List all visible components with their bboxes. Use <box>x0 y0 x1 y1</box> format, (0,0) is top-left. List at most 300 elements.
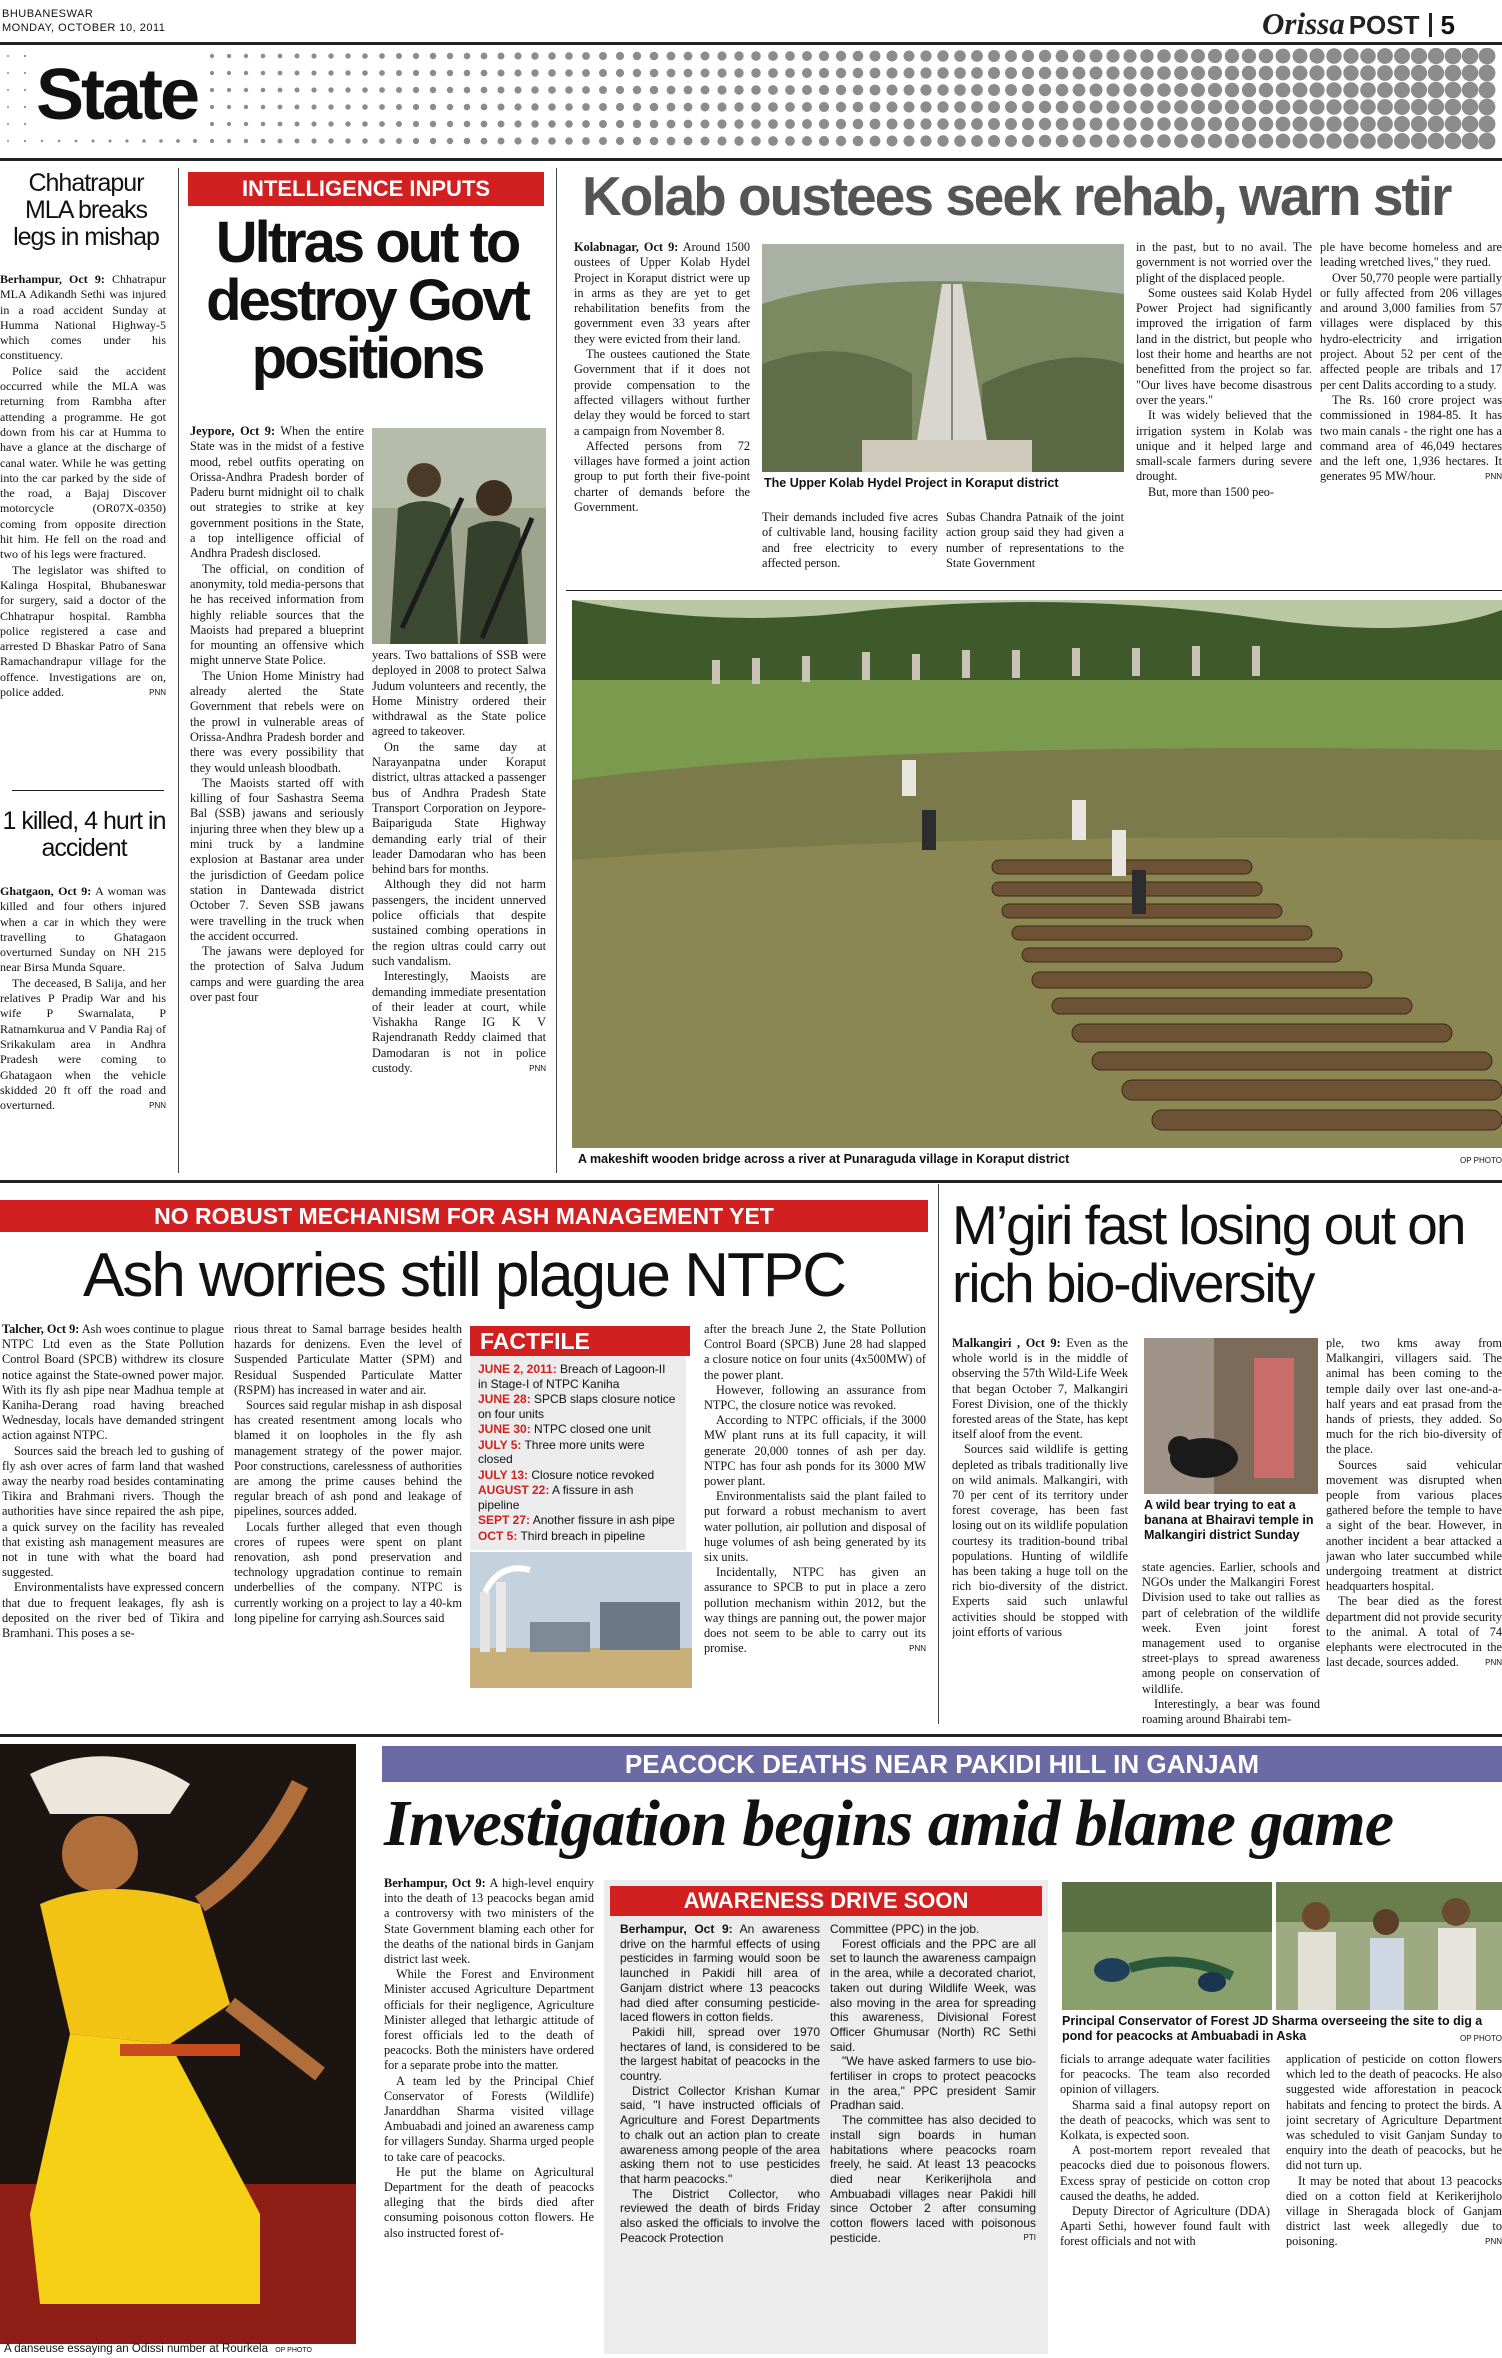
paragraph: It may be noted that about 13 peacocks died on a cotton field at Kerikerijholo village in Sheragada block of Ganjam district last week allegedly due to poisoning. PNN <box>1286 2173 1502 2249</box>
halftone-dot <box>1174 117 1188 131</box>
paper-name-orissa: Orissa <box>1262 6 1345 41</box>
halftone-dot <box>599 86 607 94</box>
halftone-dot <box>870 119 881 130</box>
halftone-dot <box>1073 67 1086 80</box>
halftone-dot <box>1445 99 1462 116</box>
halftone-dot <box>362 70 368 76</box>
halftone-dot <box>1090 84 1103 97</box>
halftone-dot <box>701 69 710 78</box>
halftone-dot <box>1039 135 1051 147</box>
halftone-dot <box>142 139 145 142</box>
halftone-dot <box>1343 116 1358 131</box>
halftone-dot <box>1293 117 1308 132</box>
factfile-date: OCT 5: <box>478 1528 518 1543</box>
halftone-dot <box>616 86 624 94</box>
halftone-dot <box>988 67 1000 79</box>
halftone-dot <box>1394 133 1410 149</box>
halftone-dot <box>1309 133 1324 148</box>
paragraph: rious threat to Samal barrage besides health hazards for denizens. Even the level of Suspended Particulate Matter (SPM) and Residual Suspended Particulate Matter (RSPM) has increased in water and air. <box>234 1322 462 1397</box>
halftone-dot <box>954 50 966 62</box>
halftone-dot <box>1157 66 1171 80</box>
halftone-dot <box>311 70 316 75</box>
awareness-col1 <box>620 1922 820 2350</box>
halftone-dot <box>836 85 846 95</box>
halftone-dot <box>1242 100 1256 114</box>
halftone-dot <box>396 53 402 59</box>
halftone-dot <box>531 103 538 110</box>
halftone-dot <box>498 70 505 77</box>
halftone-dot <box>565 69 573 77</box>
halftone-dot <box>1208 134 1222 148</box>
halftone-dot <box>261 71 266 76</box>
halftone-dot <box>1191 100 1205 114</box>
halftone-dot <box>481 104 488 111</box>
halftone-dot <box>853 136 864 147</box>
halftone-dot <box>1157 100 1171 114</box>
halftone-dot <box>1326 82 1341 97</box>
halftone-dot <box>616 69 624 77</box>
halftone-dot <box>988 135 1000 147</box>
dam-photo <box>762 244 1124 472</box>
halftone-dot <box>328 70 333 75</box>
halftone-dot <box>650 86 659 95</box>
halftone-dot <box>413 138 419 144</box>
halftone-dot <box>1005 67 1017 79</box>
mgiri-photo-caption: A wild bear trying to eat a banana at Bhairavi temple in Malkangiri district Sunday <box>1144 1498 1314 1542</box>
halftone-dot <box>261 139 266 144</box>
dancer-credit: OP PHOTO <box>275 2347 312 2354</box>
halftone-dot <box>531 86 538 93</box>
halftone-dot <box>498 138 505 145</box>
halftone-dot <box>1293 134 1308 149</box>
halftone-dot <box>1276 134 1291 149</box>
halftone-dot <box>311 87 316 92</box>
halftone-dot <box>1022 84 1034 96</box>
halftone-dot <box>1140 100 1153 113</box>
halftone-dot <box>1005 118 1017 130</box>
paragraph: The District Collector, who reviewed the death of birds Friday also asked the officials to involve the Peacock Protection <box>620 2186 820 2245</box>
halftone-dot <box>1242 83 1256 97</box>
halftone-dot <box>1445 65 1462 82</box>
halftone-dot <box>1106 117 1119 130</box>
halftone-dot <box>751 136 761 146</box>
paragraph: state agencies. Earlier, schools and NGOs under the Malkangiri Forest Division used to take out rallies as part of celebration of the wildlife week. Even joint forest management used to organise street-plays to spread awareness among people on conservation of wildlife. <box>1142 1560 1320 1696</box>
halftone-dot <box>1479 65 1496 82</box>
halftone-dot <box>1056 118 1069 131</box>
halftone-dot <box>701 120 710 129</box>
halftone-dot <box>1208 83 1222 97</box>
halftone-dot <box>1106 134 1119 147</box>
halftone-dot <box>1106 100 1119 113</box>
halftone-dot <box>1225 49 1239 63</box>
story-credit: PNN <box>529 1064 546 1074</box>
peacock-col-right1 <box>1060 2052 1270 2356</box>
halftone-dot <box>464 121 471 128</box>
halftone-dot <box>430 138 436 144</box>
halftone-dot <box>109 140 112 143</box>
awareness-col2 <box>830 1922 1036 2350</box>
halftone-dot <box>1394 99 1410 115</box>
halftone-dot <box>633 69 641 77</box>
paragraph: Sources said wildlife is getting depleted as tribals traditionally live on wild animals. Malkangiri, with 70 per cent of its territory under forest coverage, has been fast losing out on its wildlife population courtesy its tradition-bound tribal populations. Hunting of wildlife has been taking a huge toll on the rich bio-diversity of the district. Experts said such unlawful activities should be stopped with joint efforts of various <box>952 1442 1128 1639</box>
halftone-dot <box>1123 100 1136 113</box>
halftone-dot <box>1005 84 1017 96</box>
halftone-dot <box>447 87 453 93</box>
factfile-item <box>478 1483 678 1512</box>
story-credit: PNN <box>1485 1658 1502 1668</box>
halftone-dot <box>684 52 693 61</box>
page-number: 5 <box>1440 10 1455 40</box>
halftone-dot <box>920 135 931 146</box>
ntpc-col3 <box>704 1322 926 1746</box>
halftone-dot <box>1462 48 1479 64</box>
halftone-dot <box>717 51 726 60</box>
dancer-caption <box>4 2342 312 2358</box>
halftone-dot <box>498 53 505 60</box>
halftone-dot <box>1309 82 1324 97</box>
halftone-dot <box>853 102 864 113</box>
ntpc-col2 <box>234 1322 462 1746</box>
paragraph: The jawans were deployed for the protection of Salva Judum camps and were guarding the area over past four <box>190 944 364 1004</box>
halftone-dot <box>7 123 9 125</box>
halftone-dot <box>1326 65 1341 80</box>
halftone-dot <box>1360 116 1376 132</box>
story-credit: PNN <box>1485 472 1502 482</box>
halftone-dot <box>1073 84 1086 97</box>
halftone-dot <box>159 139 163 143</box>
halftone-dot <box>802 51 812 61</box>
halftone-dot <box>345 70 350 75</box>
peacock-col1 <box>384 1876 594 2356</box>
halftone-dot <box>1326 116 1341 131</box>
halftone-dot <box>295 139 300 144</box>
halftone-dot <box>7 140 9 142</box>
halftone-dot <box>582 52 590 60</box>
paragraph: Berhampur, Oct 9: Chhatrapur MLA Adikandh Sethi was injured in a road accident Sunday at Humma National Highway-5 which comes under his constituency. <box>0 272 166 363</box>
halftone-dot <box>481 87 488 94</box>
halftone-dot <box>920 50 931 61</box>
paragraph: The oustees cautioned the State Government that if it does not provide compensation to the affected villagers without further delay they would be forced to start a campaign from November 8. <box>574 347 750 438</box>
halftone-dot <box>1106 83 1119 96</box>
halftone-dot <box>125 139 128 142</box>
halftone-dot <box>379 53 385 59</box>
halftone-dot <box>311 138 316 143</box>
halftone-dot <box>1022 118 1034 130</box>
paragraph: The committee has also decided to install sign boards in human habitations where peacocks roam freely, he said. At least 13 peacocks died near Kerikerijhola and Ambuabadi villages near Pakidi hill since October 2 after consuming cotton flowers laced with poisonous pesticide. PTI <box>830 2113 1036 2245</box>
halftone-dot <box>447 104 453 110</box>
halftone-dot <box>836 119 846 129</box>
armed-cadres-photo <box>372 428 546 644</box>
paragraph: It was widely believed that the irrigation system in Kolab was unique and it helped large and small-scale farmers during severe drought. <box>1136 408 1312 484</box>
halftone-dot <box>1123 117 1136 130</box>
halftone-dot <box>870 68 881 79</box>
halftone-dot <box>616 52 624 60</box>
halftone-dot <box>498 121 505 128</box>
halftone-dot <box>1428 48 1444 64</box>
halftone-dot <box>1462 65 1479 82</box>
paragraph: While the Forest and Environment Minister accused Agriculture Department officials for their negligence, Agriculture Minister alleged that lethargic attitude of forest officials led to the death of peacocks. Both the ministers have ordered for a separate probe into the matter. <box>384 1967 594 2073</box>
paragraph: Forest officials and the PPC are all set to launch the awareness campaign in the area, while a decorated chariot, taken out during Wildlife Week, was also moving in the area for spreading this awareness, Divisional Forest Officer Ghumusar (North) RC Sethi said. <box>830 1936 1036 2054</box>
halftone-dot <box>1191 83 1205 97</box>
halftone-dot <box>785 102 795 112</box>
halftone-dot <box>599 137 607 145</box>
halftone-dot <box>278 105 283 110</box>
halftone-dot <box>1056 135 1069 148</box>
halftone-dot <box>937 50 948 61</box>
halftone-dot <box>1360 133 1376 149</box>
halftone-dot <box>701 86 710 95</box>
halftone-dot <box>667 137 676 146</box>
halftone-dot <box>971 50 983 62</box>
masthead-city: BHUBANESWAR <box>2 8 94 20</box>
halftone-dot <box>836 68 846 78</box>
halftone-dot <box>1073 50 1086 63</box>
factfile-text: Three more units were closed <box>478 1437 645 1466</box>
paragraph: after the breach June 2, the State Pollution Control Board (SPCB) June 28 had slapped a closure notice on four units (4x500MW) of the power plant. <box>704 1322 926 1382</box>
kolab-col1 <box>574 240 750 580</box>
halftone-dot <box>565 103 573 111</box>
halftone-dot <box>582 86 590 94</box>
halftone-dot <box>1157 83 1171 97</box>
halftone-dot <box>971 135 983 147</box>
halftone-dot <box>1242 134 1256 148</box>
halftone-dot <box>1276 66 1291 81</box>
halftone-dot <box>345 138 350 143</box>
factfile-item <box>478 1362 678 1391</box>
halftone-dot <box>937 135 948 146</box>
halftone-dot <box>751 68 761 78</box>
halftone-dot <box>717 136 726 145</box>
halftone-dot <box>379 121 385 127</box>
halftone-dot <box>345 104 350 109</box>
halftone-dot <box>244 122 248 126</box>
halftone-dot <box>227 105 231 109</box>
awareness-sidebar <box>604 1880 1048 2354</box>
halftone-dot <box>1140 134 1153 147</box>
halftone-dot <box>430 104 436 110</box>
halftone-dot <box>261 54 266 59</box>
halftone-dot <box>650 69 659 78</box>
halftone-dot <box>802 136 812 146</box>
peacock-kicker: PEACOCK DEATHS NEAR PAKIDI HILL IN GANJAM <box>382 1746 1502 1782</box>
halftone-dot <box>1377 116 1393 132</box>
factfile-text: Another fissure in ash pipe <box>530 1513 675 1527</box>
factfile-item <box>478 1392 678 1421</box>
paragraph: Incidentally, NTPC has given an assurance to SPCB to put in place a zero pollution mechanism within 2012, but the way things are panning out, the power major does not seem to be able to carry out its promise. PNN <box>704 1565 926 1656</box>
halftone-dot <box>430 87 436 93</box>
halftone-dot <box>1157 117 1171 131</box>
halftone-dot <box>853 68 864 79</box>
paragraph: On the same day at Narayanpatna under Koraput district, ultras attacked a passenger bus of Andhra Pradesh State Transport Corporation on Jeypore-Baipariguda State Highway demanding early trial of their leader Damodaran who has been behind bars for months. <box>372 739 546 877</box>
halftone-dot <box>244 105 248 109</box>
paragraph: Sharma said a final autopsy report on the death of peacocks, which was sent to Kolkata, is expected soon. <box>1060 2097 1270 2143</box>
halftone-dot <box>582 120 590 128</box>
factfile-date: AUGUST 22: <box>478 1483 550 1497</box>
halftone-dot <box>464 104 471 111</box>
halftone-dot <box>920 67 931 78</box>
halftone-dot <box>819 68 829 78</box>
halftone-dot <box>633 137 641 145</box>
halftone-dot <box>734 102 743 111</box>
paragraph: However, following an assurance from NTPC, the closure notice was revoked. <box>704 1382 926 1413</box>
factfile-list <box>470 1356 686 1550</box>
bridge-caption: A makeshift wooden bridge across a river at Punaraguda village in Koraput district <box>578 1152 1070 1166</box>
mgiri-headline: M’giri fast losing out on rich bio-diversity <box>952 1194 1465 1314</box>
ntpc-col1 <box>2 1322 224 1746</box>
paragraph: A post-mortem report revealed that peacocks died due to poisonous flowers. Excess spray of pesticide on cotton crop caused the deaths, he added. <box>1060 2143 1270 2203</box>
halftone-dot <box>954 67 966 79</box>
halftone-dot <box>1428 82 1444 98</box>
paragraph: Berhampur, Oct 9: An awareness drive on the harmful effects of using pesticides in farming would soon be launched in Pakidi hill area of Ganjam district where 13 peacocks had died after consuming pesticide-laced flowers in cotton fields. <box>620 1922 820 2025</box>
halftone-dot <box>548 86 556 94</box>
halftone-dot <box>58 140 61 143</box>
paragraph: ple, two kms away from Malkangiri, villagers said. The animal has been coming to the temple daily over last one-and-a-half years and eat prasad from the hands of priests, they added. So much for the rich bio-diversity of the place. <box>1326 1336 1502 1457</box>
halftone-dot <box>1326 48 1341 63</box>
factfile-title: FACTFILE <box>470 1326 690 1356</box>
halftone-dot <box>853 51 864 62</box>
halftone-dot <box>514 137 521 144</box>
halftone-dot <box>481 53 488 60</box>
paragraph: Environmentalists have expressed concern that due to frequent leakages, fly ash is deposited on the river bed of Tikira and Bramhani. This poses a se- <box>2 1580 224 1641</box>
paragraph: Sources said vehicular movement was disrupted when people from various places gathered before the temple to have a sight of the bear. However, in another incident a bear attacked a jawan who later succumbed while undergoing treatment at district headquarters hospital. <box>1326 1457 1502 1594</box>
halftone-dot <box>464 87 471 94</box>
halftone-dot <box>1259 49 1274 64</box>
peacock-col-right2 <box>1286 2052 1502 2356</box>
halftone-dot <box>717 68 726 77</box>
halftone-dot <box>1174 83 1188 97</box>
paragraph: Sources said regular mishap in ash disposal has created resentment among locals who blamed it on loopholes in the fly ash management strategy of the power major. Poor constructions, carelessness of authorities are among the prime causes behind the regular breach of ash pond and leakage of pipelines, sources added. <box>234 1398 462 1519</box>
halftone-dot <box>464 138 471 145</box>
halftone-dot <box>1005 101 1017 113</box>
halftone-dot <box>768 51 778 61</box>
halftone-dot <box>1191 66 1205 80</box>
halftone-dot <box>481 138 488 145</box>
halftone-dot <box>24 55 26 57</box>
halftone-dot <box>1479 116 1496 133</box>
paragraph: The Maoists started off with killing of four Sashastra Seema Bal (SSB) jawans and seriously injuring three when they blew up a mini truck by a landmine explosion at Bastanar area under the jurisdiction of Geedam police station in Dantewada district October 7. Seven SSB jawans were travelling in the truck when the accident occurred. <box>190 775 364 943</box>
halftone-dot <box>92 140 95 143</box>
halftone-dot <box>1479 82 1496 99</box>
halftone-dot <box>498 87 505 94</box>
halftone-dot <box>768 85 778 95</box>
paragraph: Berhampur, Oct 9: A high-level enquiry into the death of 13 peacocks began amid a controversy with two ministers of the State Government blaming each other for the deaths of the national birds in Ganjam district last week. <box>384 1876 594 1967</box>
halftone-dot <box>1309 99 1324 114</box>
halftone-dot <box>193 139 197 143</box>
halftone-dot <box>1259 117 1274 132</box>
halftone-dot <box>904 119 915 130</box>
halftone-dot <box>447 70 453 76</box>
halftone-dot <box>1225 117 1239 131</box>
halftone-dot <box>988 118 1000 130</box>
halftone-dot <box>447 53 453 59</box>
halftone-dot <box>227 54 231 58</box>
halftone-dot <box>1293 83 1308 98</box>
halftone-dot <box>210 139 214 143</box>
halftone-dot <box>1377 48 1393 64</box>
halftone-dot <box>650 137 659 146</box>
halftone-dot <box>1276 83 1291 98</box>
halftone-dot <box>887 136 898 147</box>
halftone-dot <box>210 71 214 75</box>
halftone-dot <box>785 136 795 146</box>
halftone-dot <box>1394 82 1410 98</box>
halftone-dot <box>1479 48 1496 64</box>
halftone-dot <box>514 103 521 110</box>
halftone-dot <box>1174 134 1188 148</box>
halftone-dot <box>24 89 26 91</box>
halftone-dot <box>1259 134 1274 149</box>
halftone-dot <box>1022 50 1034 62</box>
halftone-dot <box>295 122 300 127</box>
halftone-dot <box>481 70 488 77</box>
halftone-dot <box>1073 135 1086 148</box>
halftone-dot <box>1022 135 1034 147</box>
halftone-dot <box>362 87 368 93</box>
halftone-dot <box>1242 117 1256 131</box>
masthead-date: MONDAY, OCTOBER 10, 2011 <box>2 22 166 34</box>
halftone-dot <box>1123 49 1136 62</box>
halftone-dot <box>278 88 283 93</box>
paper-name <box>1262 6 1455 41</box>
paragraph: The bear died as the forest department did not provide security to the animal. A total of 74 elephants were electrocuted in the last decade, sources added. PNN <box>1326 1594 1502 1670</box>
halftone-dot <box>599 120 607 128</box>
halftone-dot <box>802 68 812 78</box>
story-credit: PNN <box>149 688 166 698</box>
halftone-dot <box>1428 116 1444 132</box>
halftone-dot <box>1005 135 1017 147</box>
halftone-dot <box>937 84 948 95</box>
kolab-dam-photo <box>762 244 1124 472</box>
halftone-dot <box>1123 134 1136 147</box>
halftone-dot <box>430 53 436 59</box>
halftone-dot <box>836 102 846 112</box>
halftone-dot <box>1462 116 1479 133</box>
halftone-dot <box>379 87 385 93</box>
halftone-dot <box>548 69 556 77</box>
factfile-date: JULY 5: <box>478 1437 522 1452</box>
halftone-dot <box>853 119 864 130</box>
halftone-dot <box>379 70 385 76</box>
halftone-dot <box>650 120 659 129</box>
halftone-dot <box>734 119 743 128</box>
awareness-sidebar-title: AWARENESS DRIVE SOON <box>610 1886 1042 1916</box>
peacock-photo-credit: OP PHOTO <box>1460 2034 1502 2043</box>
halftone-dot <box>531 52 538 59</box>
halftone-dot <box>1056 50 1069 63</box>
halftone-dot <box>396 138 402 144</box>
mgiri-bear-photo <box>1144 1338 1318 1494</box>
halftone-dot <box>904 68 915 79</box>
dancer-photo <box>0 1744 356 2344</box>
halftone-dot <box>971 118 983 130</box>
halftone-dot <box>904 85 915 96</box>
halftone-dot <box>988 50 1000 62</box>
halftone-dot <box>1123 83 1136 96</box>
factfile-text: Breach of Lagoon-II in Stage-I of NTPC Kaniha <box>478 1362 666 1391</box>
halftone-dot <box>616 120 624 128</box>
halftone-dot <box>1428 133 1444 149</box>
halftone-dot <box>650 103 659 112</box>
halftone-dot <box>7 89 9 91</box>
halftone-dot <box>210 122 214 126</box>
halftone-dot <box>701 103 710 112</box>
halftone-dot <box>582 103 590 111</box>
mgiri-col3 <box>1326 1336 1502 1756</box>
halftone-dot <box>1039 118 1051 130</box>
halftone-dot <box>1411 133 1427 149</box>
halftone-dot <box>514 120 521 127</box>
halftone-dot <box>717 85 726 94</box>
